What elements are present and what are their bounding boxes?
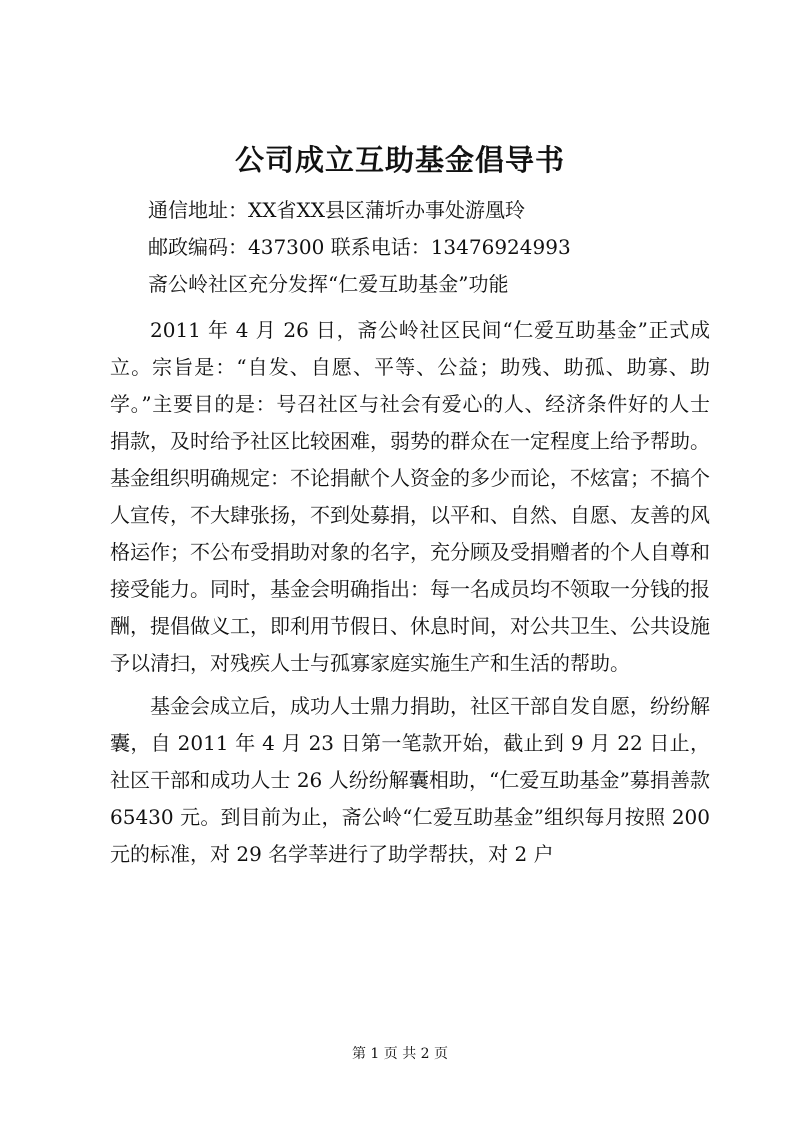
paragraph: 2011 年 4 月 26 日，斋公岭社区民间“仁爱互助基金”正式成立。宗旨是：“自发、自愿、平等、公益；助残、助孤、助寡、助学。”主要目的是：号召社区与社会有爱心的人、经济条件好的人士捐款，及时给予社区比较困难，弱势的群众在一定程度上给予帮助。基金组织明确规定：不论捐献个人资金的多少而论，不炫富；不搞个人宣传，不大肆张扬，不到处募捐，以平和、自然、自愿、友善的风格运作；不公布受捐助对象的名字，充分顾及受捐赠者的个人自尊和接受能力。同时，基金会明确指出：每一名成员均不领取一分钱的报酬，提倡做义工，即利用节假日、休息时间，对公共卫生、公共设施予以清扫，对残疾人士与孤寡家庭实施生产和生活的帮助。 — [110, 318, 710, 675]
header-info — [148, 192, 748, 303]
page-footer: 第 1 页 共 2 页 — [351, 1046, 449, 1062]
document-title: 公司成立互助基金倡导书 — [234, 143, 565, 177]
postal-phone-line: 邮政编码：437300 联系电话：13476924993 — [148, 235, 571, 259]
document-body — [110, 312, 710, 873]
paragraph: 基金会成立后，成功人士鼎力捐助，社区干部自发自愿，纷纷解囊，自 2011 年 4 月 23 日第一笔款开始，截止到 9 月 22 日止，社区干部和成功人士 26 人纷纷解囊相助，“仁爱互助基金”募捐善款 65430 元。到目前为止，斋公岭“仁爱互助基金”组织每月按照 200 元的标准，对 29 名学莘进行了助学帮扶，对 2 户 — [110, 694, 710, 866]
subtitle-line: 斋公岭社区充分发挥“仁爱互助基金”功能 — [148, 272, 509, 296]
address-line: 通信地址：XX省XX县区蒲圻办事处游凰玲 — [148, 198, 525, 222]
